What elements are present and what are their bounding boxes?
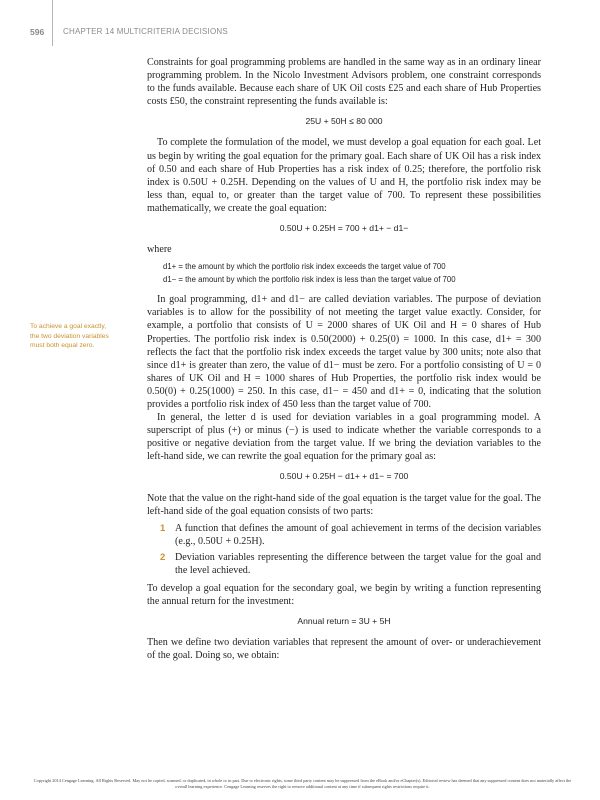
list-item xyxy=(147,522,541,548)
definition-d1-plus: d1+ = the amount by which the portfolio risk index exceeds the target value of 700 xyxy=(163,262,446,272)
list-text: Deviation variables representing the difference between the target value for the goal and the level achieved. xyxy=(175,551,541,576)
paragraph-define: Then we define two deviation variables that represent the amount of over- or underachievement of the goal. Doing so, we obtain: xyxy=(147,637,541,662)
numbered-list xyxy=(147,522,541,577)
margin-note: To achieve a goal exactly, the two deviation variables must both equal zero. xyxy=(30,323,109,350)
equation-rewritten: 0.50U + 0.25H − d1+ + d1− = 700 xyxy=(279,471,409,482)
paragraph-secondary-goal: To develop a goal equation for the secondary goal, we begin by writing a function representing the annual return for the investment: xyxy=(147,583,541,608)
paragraph-deviation-variables: In goal programming, d1+ and d1− are called deviation variables. The purpose of deviation variables is to allow for the possibility of not meeting the target value exactly. Consider, for example, a portfolio that consists of U = 2000 shares of UK Oil and H = 0 shares of Hub Properties. The portfolio risk index is 0.50(2000) + 0.25(0) = 1000. In this case, d1+ = 300 reflects the fact that the portfolio risk index exceeds the target value by 300 units; note also that since d1+ is greater than zero, the value of d1− must be zero. For a portfolio consisting of U = 0 shares of UK Oil and H = 1000 shares of Hub Properties, the portfolio risk index would be 0.50(0) + 0.25(1000) = 250. In this case, d1− = 450 and d1+ = 0, indicating that the solution provides a portfolio risk index of 450 less than the target value of 700. xyxy=(147,294,541,410)
chapter-title: CHAPTER 14 MULTICRITERIA DECISIONS xyxy=(63,27,228,36)
list-item xyxy=(147,551,541,577)
equation-annual-return: Annual return = 3U + 5H xyxy=(297,616,391,627)
copyright-footer: Copyright 2014 Cengage Learning. All Rights Reserved. May not be copied, scanned, or duplicated, in whole or in part. Due to electronic rights, some third party content may be suppressed from the eBook and/or eChapter(s). Editorial review has deemed that any suppressed content does not materially affect the overall learning experience. Cengage Learning reserves the right to remove additional content at any time if subsequent rights restrictions require it. xyxy=(33,778,572,790)
paragraph-constraints: Constraints for goal programming problems are handled in the same way as in an ordinary linear programming problem. In the Nicolo Investment Advisors problem, one constraint corresponds to the funds available. Because each share of UK Oil costs £25 and each share of Hub Properties costs £50, the constraint representing the funds available is: xyxy=(147,57,541,108)
header-divider xyxy=(52,0,53,46)
list-number: 1 xyxy=(160,522,166,534)
page-number: 596 xyxy=(30,27,45,37)
paragraph-goal-equation: To complete the formulation of the model, we must develop a goal equation for each goal. Let us begin by writing the goal equation for the primary goal. Each share of UK Oil has a risk index of 0.50 and each share of Hub Properties has a risk index of 0.25; therefore, the portfolio risk index is 0.50U + 0.25H. Depending on the values of U and H, the portfolio risk index may be less than, equal to, or greater than the target value of 700. To represent these possibilities mathematically, we create the goal equation: xyxy=(147,137,541,214)
running-header xyxy=(0,0,600,50)
equation-funds: 25U + 50H ≤ 80 000 xyxy=(305,116,383,127)
paragraph-note: Note that the value on the right-hand side of the goal equation is the target value for the goal. The left-hand side of the goal equation consists of two parts: xyxy=(147,492,541,517)
list-text: A function that defines the amount of goal achievement in terms of the decision variables (e.g., 0.50U + 0.25H). xyxy=(175,522,541,547)
list-number: 2 xyxy=(160,551,166,563)
where-label: where xyxy=(147,244,172,256)
definitions xyxy=(147,261,541,286)
main-text xyxy=(147,56,541,663)
equation-goal: 0.50U + 0.25H = 700 + d1+ − d1− xyxy=(279,223,409,234)
paragraph-general: In general, the letter d is used for deviation variables in a goal programming model. A superscript of plus (+) or minus (−) is used to indicate whether the variable corresponds to a positive or negative deviation from the target value. If we bring the deviation variables to the left-hand side, we can rewrite the goal equation for the primary goal as: xyxy=(147,412,541,463)
definition-d1-minus: d1− = the amount by which the portfolio risk index is less than the target value of 700 xyxy=(163,274,456,284)
